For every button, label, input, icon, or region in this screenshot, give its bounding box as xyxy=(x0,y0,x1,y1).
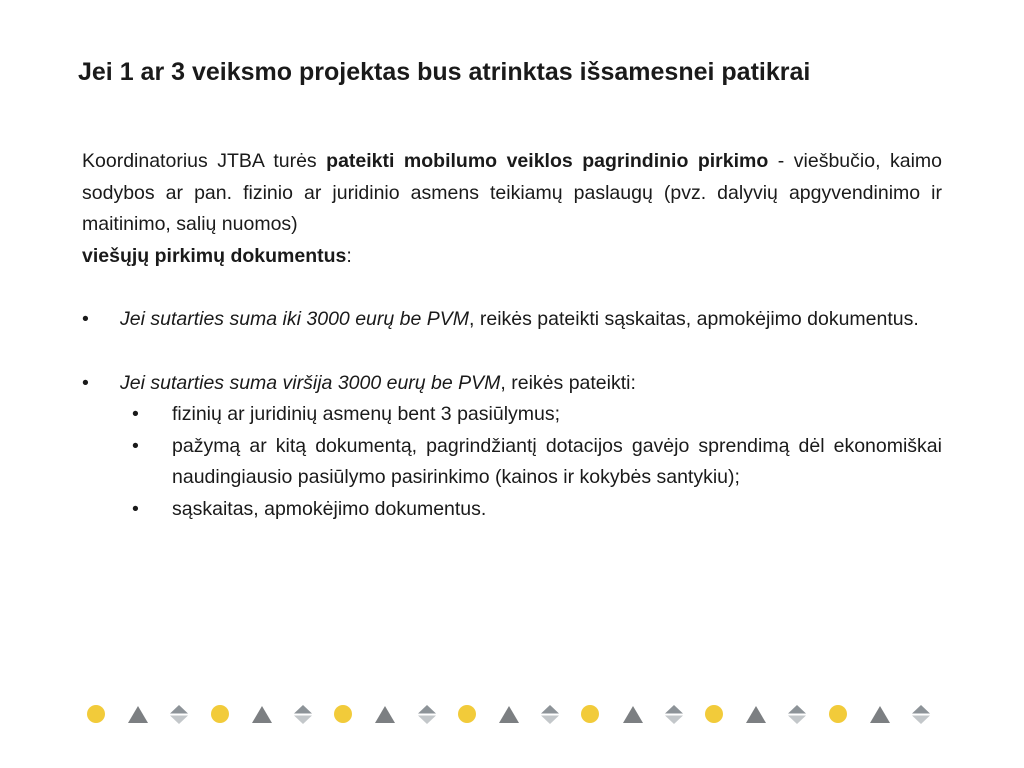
bullet-item xyxy=(82,304,942,336)
slide-content xyxy=(82,146,942,525)
triangle-icon xyxy=(746,706,766,723)
triangle-icon xyxy=(252,706,272,723)
intro-colon: : xyxy=(346,244,352,267)
diamond-icon xyxy=(169,705,189,724)
diamond-icon xyxy=(787,705,807,724)
sub-bullet-item: • sąskaitas, apmokėjimo dokumentus. xyxy=(82,494,942,526)
intro-bold-2: viešųjų pirkimų dokumentus xyxy=(82,244,347,267)
diamond-icon xyxy=(417,705,437,724)
circle-icon xyxy=(829,705,847,723)
triangle-icon xyxy=(623,706,643,723)
sub-bullet-item: • pažymą ar kitą dokumentą, pagrindžiantį dotacijos gavėjo sprendimą dėl ekonomiškai naudingiausio pasiūlymo pasirinkimo (kainos ir kokybės santykiu); xyxy=(82,431,942,494)
circle-icon xyxy=(211,705,229,723)
slide-title: Jei 1 ar 3 veiksmo projektas bus atrinktas išsamesnei patikrai xyxy=(78,58,811,86)
triangle-icon xyxy=(128,706,148,723)
intro-paragraph xyxy=(82,146,942,241)
diamond-icon xyxy=(293,705,313,724)
bullet-lead: Jei sutarties suma iki 3000 eurų be PVM xyxy=(120,308,470,330)
circle-icon xyxy=(334,705,352,723)
triangle-icon xyxy=(870,706,890,723)
diamond-icon xyxy=(911,705,931,724)
decorative-shape-row xyxy=(87,705,937,725)
intro-bold-1: pateikti mobilumo veiklos pagrindinio pirkimo xyxy=(326,150,769,172)
bullet-lead: Jei sutarties suma viršija 3000 eurų be PVM xyxy=(120,371,501,394)
bullet-item xyxy=(82,368,942,400)
spacer xyxy=(82,272,942,304)
diamond-icon xyxy=(540,705,560,724)
intro-paragraph-end xyxy=(82,241,942,273)
intro-text-2: - viešbučio, kaimo sodybos ar pan. fizinio ar juridinio asmens teikiamų paslaugų (pvz. dalyvių apgyvendinimo ir maitinimo, salių nuomos) xyxy=(82,150,942,235)
circle-icon xyxy=(458,705,476,723)
bullet-text: , reikės pateikti: xyxy=(500,371,636,394)
circle-icon xyxy=(581,705,599,723)
circle-icon xyxy=(87,705,105,723)
intro-text-1: Koordinatorius JTBA turės xyxy=(82,150,327,172)
circle-icon xyxy=(705,705,723,723)
sub-bullet-item: • fizinių ar juridinių asmenų bent 3 pasiūlymus; xyxy=(82,399,942,431)
bullet-text: , reikės pateikti sąskaitas, apmokėjimo dokumentus. xyxy=(469,308,919,330)
diamond-icon xyxy=(664,705,684,724)
spacer xyxy=(82,336,942,368)
triangle-icon xyxy=(499,706,519,723)
triangle-icon xyxy=(375,706,395,723)
